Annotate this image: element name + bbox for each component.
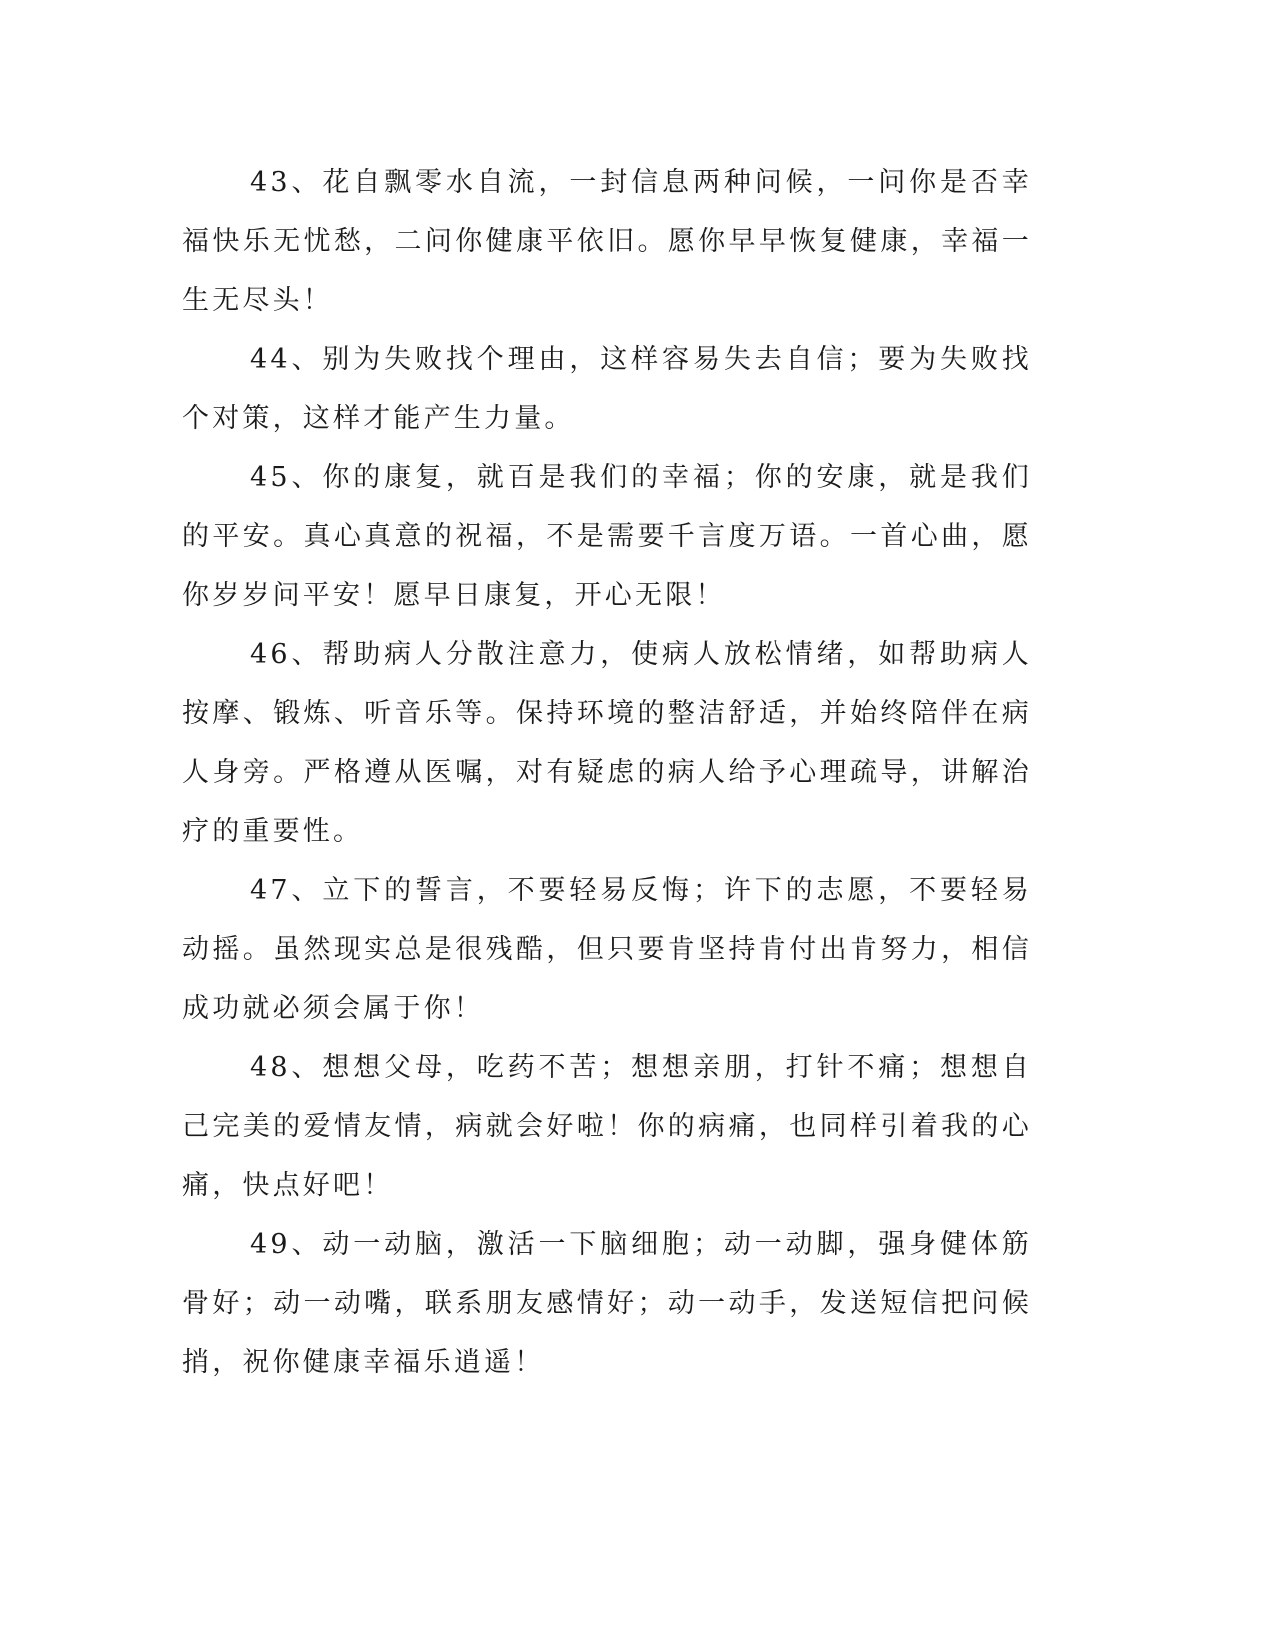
- document-body: [182, 153, 1032, 1392]
- paragraph-48: 48、想想父母，吃药不苦；想想亲朋，打针不痛；想想自己完美的爱情友情，病就会好啦！你的病痛，也同样引着我的心痛，快点好吧！: [182, 1052, 1032, 1201]
- paragraph-46: 46、帮助病人分散注意力，使病人放松情绪，如帮助病人按摩、锻炼、听音乐等。保持环境的整洁舒适，并始终陪伴在病人身旁。严格遵从医嘱，对有疑虑的病人给予心理疏导，讲解治疗的重要性。: [182, 639, 1032, 847]
- paragraph-45: 45、你的康复，就百是我们的幸福；你的安康，就是我们的平安。真心真意的祝福，不是需要千言度万语。一首心曲，愿你岁岁问平安！愿早日康复，开心无限！: [182, 462, 1032, 611]
- paragraph-43: 43、花自飘零水自流，一封信息两种问候，一问你是否幸福快乐无忧愁，二问你健康平依旧。愿你早早恢复健康，幸福一生无尽头！: [182, 167, 1032, 316]
- paragraph-47: 47、立下的誓言，不要轻易反悔；许下的志愿，不要轻易动摇。虽然现实总是很残酷，但只要肯坚持肯付出肯努力，相信成功就必须会属于你！: [182, 875, 1032, 1024]
- paragraph-44: 44、别为失败找个理由，这样容易失去自信；要为失败找个对策，这样才能产生力量。: [182, 344, 1032, 434]
- paragraph-49: 49、动一动脑，激活一下脑细胞；动一动脚，强身健体筋骨好；动一动嘴，联系朋友感情好；动一动手，发送短信把问候捎，祝你健康幸福乐逍遥！: [182, 1229, 1032, 1378]
